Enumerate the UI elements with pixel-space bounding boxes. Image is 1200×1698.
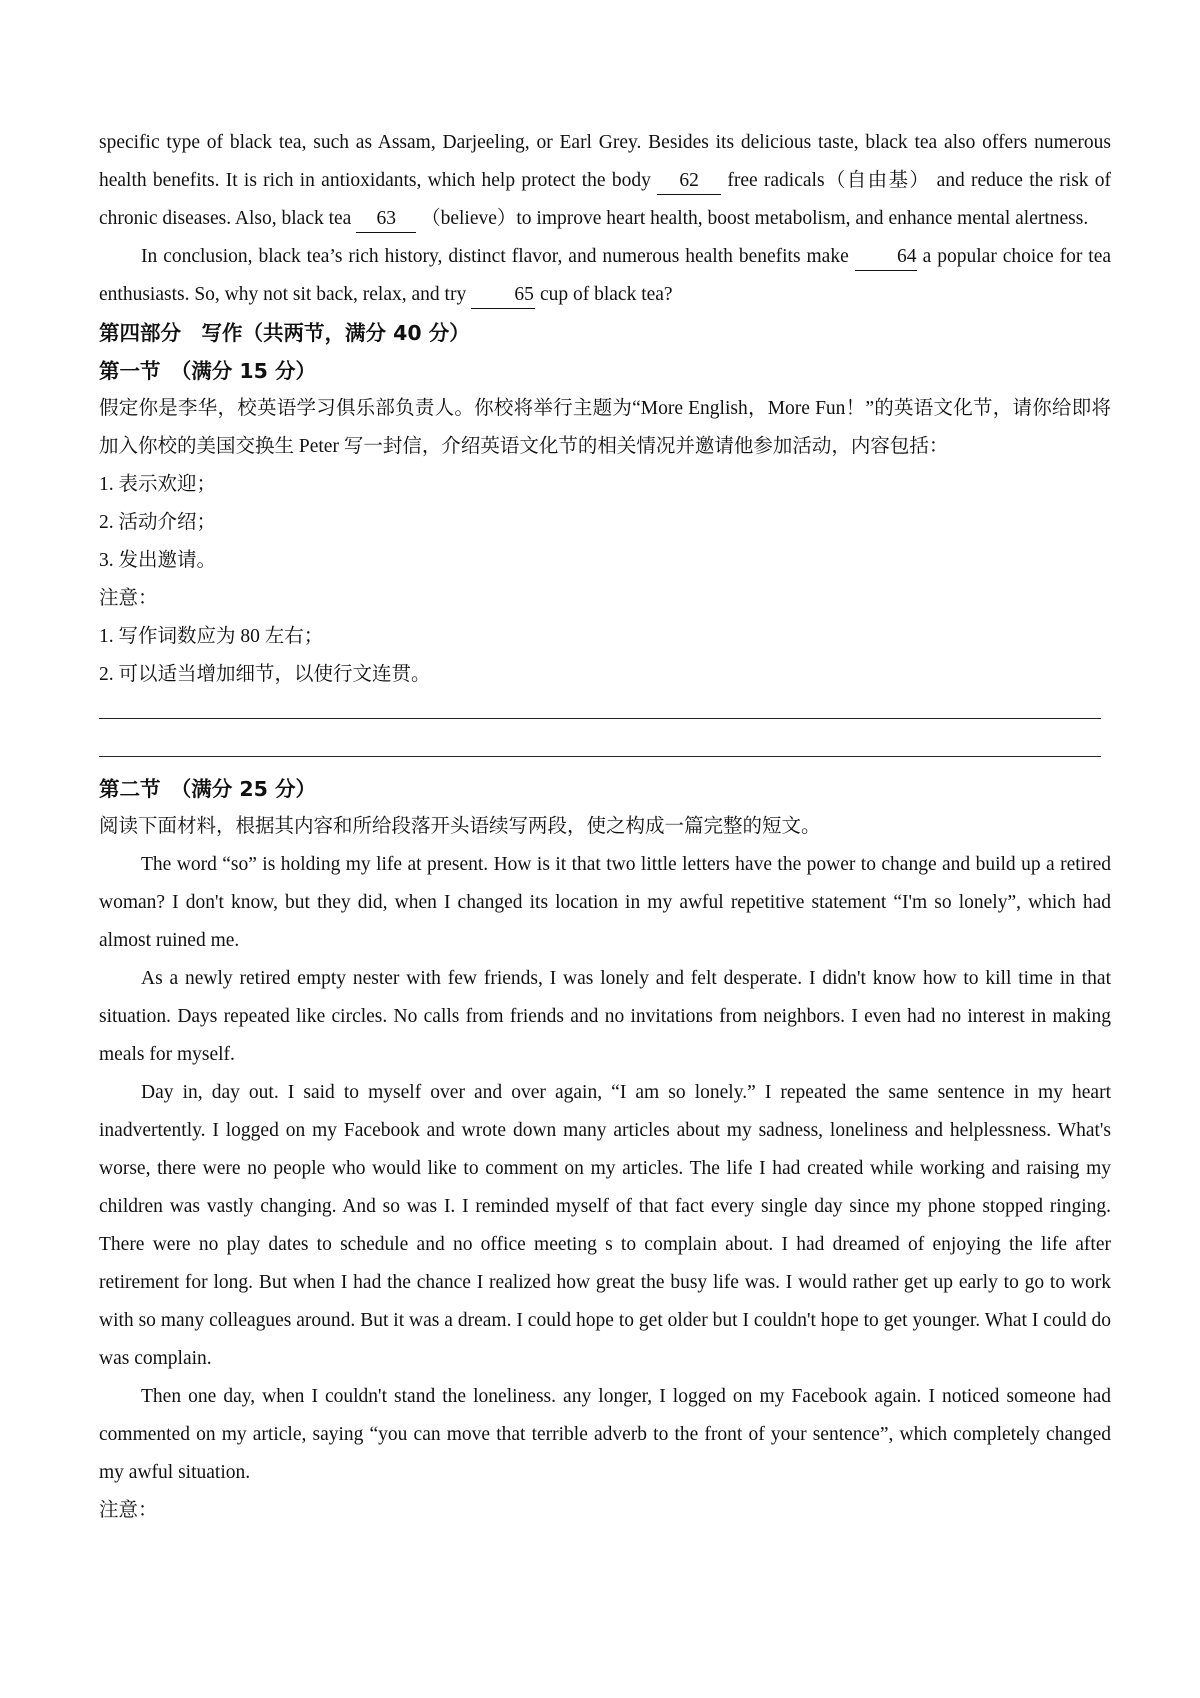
passage-text: a popular choice for tea enthusiasts. So, why not sit back, relax, and try: [99, 246, 1112, 305]
story-paragraph: The word “so” is holding my life at present. How is it that two little letters have the power to change and build up a retired woman? I don't know, but they did, when I changed its location in my awful repetitive statement “I'm so lonely”, which had almost ruined me.: [99, 854, 1111, 951]
passage-text: specific type of black tea, such as Assam, Darjeeling, or Earl Grey. Besides its delicious taste, black tea also offers: [99, 132, 1028, 153]
section1-note: 1. 写作词数应为 80 左右；: [99, 626, 324, 647]
part4-heading: 第四部分 写作（共两节，满分 40 分）: [99, 321, 470, 345]
blank-63: 63: [356, 206, 416, 233]
section1-item: 2. 活动介绍；: [99, 512, 217, 533]
passage-paragraph-1: [99, 124, 1111, 238]
passage-text: numerous health benefits. It is rich in antioxidants, which help protect the body: [99, 132, 1111, 191]
section1-heading: 第一节 （满分 15 分）: [99, 359, 317, 383]
section2-heading: 第二节 （满分 25 分）: [99, 777, 317, 801]
passage-text: （believe）to improve heart health, boost metabolism, and: [421, 208, 884, 229]
passage-text: cup of black tea?: [539, 284, 673, 305]
section1-note-label: 注意：: [99, 588, 158, 609]
blank-62: 62: [657, 168, 721, 195]
passage-text: enhance mental alertness.: [888, 208, 1089, 229]
section2-note-label: 注意：: [99, 1500, 158, 1521]
section2-instruction: 阅读下面材料，根据其内容和所给段落开头语续写两段，使之构成一篇完整的短文。: [99, 816, 821, 837]
story-paragraph: Day in, day out. I said to myself over and over again, “I am so lonely.” I repeated the same sentence in my heart inadvertently. I logged on my Facebook and wrote down many articles about my sadness, loneliness and helplessness. What's worse, there were no people who would like to comment on my articles. The life I had created while working and raising my children was vastly changing. And so was I. I reminded myself of that fact every single day since my phone stopped ringing. There were no play dates to schedule and no office meeting s to complain about. I had dreamed of enjoying the life after retirement for long. But when I had the chance I realized how great the busy life was. I would rather get up early to go to work with so many colleagues around. But it was a dream. I could hope to get older but I couldn't hope to get younger. What I could do was complain.: [99, 1082, 1111, 1369]
passage-text: In conclusion, black tea’s rich history, distinct flavor, and numerous health benefits make: [141, 246, 849, 267]
exam-page: [99, 124, 1111, 1530]
story-paragraph: As a newly retired empty nester with few friends, I was lonely and felt desperate. I didn't know how to kill time in that situation. Days repeated like circles. No calls from friends and no invitations from neighbors. I even had no interest in making meals for myself.: [99, 968, 1111, 1065]
passage-paragraph-2: [99, 238, 1111, 314]
section1-item: 1. 表示欢迎；: [99, 474, 217, 495]
section1-item: 3. 发出邀请。: [99, 550, 217, 571]
answer-line[interactable]: [99, 732, 1111, 770]
section1-note: 2. 可以适当增加细节，以使行文连贯。: [99, 664, 431, 685]
story-paragraph: Then one day, when I couldn't stand the loneliness. any longer, I logged on my Facebook again. I noticed someone had commented on my article, saying “you can move that terrible adverb to the front of your sentence”, which completely changed my awful situation.: [99, 1386, 1111, 1483]
answer-line[interactable]: [99, 694, 1111, 732]
blank-65: 65: [471, 282, 535, 309]
section1-prompt: 假定你是李华，校英语学习俱乐部负责人。你校将举行主题为“More English，More Fun！”的英语文化节，请你给即将加入你校的美国交换生 Peter 写一封信，介绍英语文化节的相关情况并邀请他参加活动，内容包括：: [99, 398, 1111, 457]
blank-64: 64: [855, 244, 917, 271]
passage-text: free radicals（自由基） and: [727, 170, 965, 191]
passage-text: reduce the risk of chronic diseases. Also, black tea: [99, 170, 1112, 229]
